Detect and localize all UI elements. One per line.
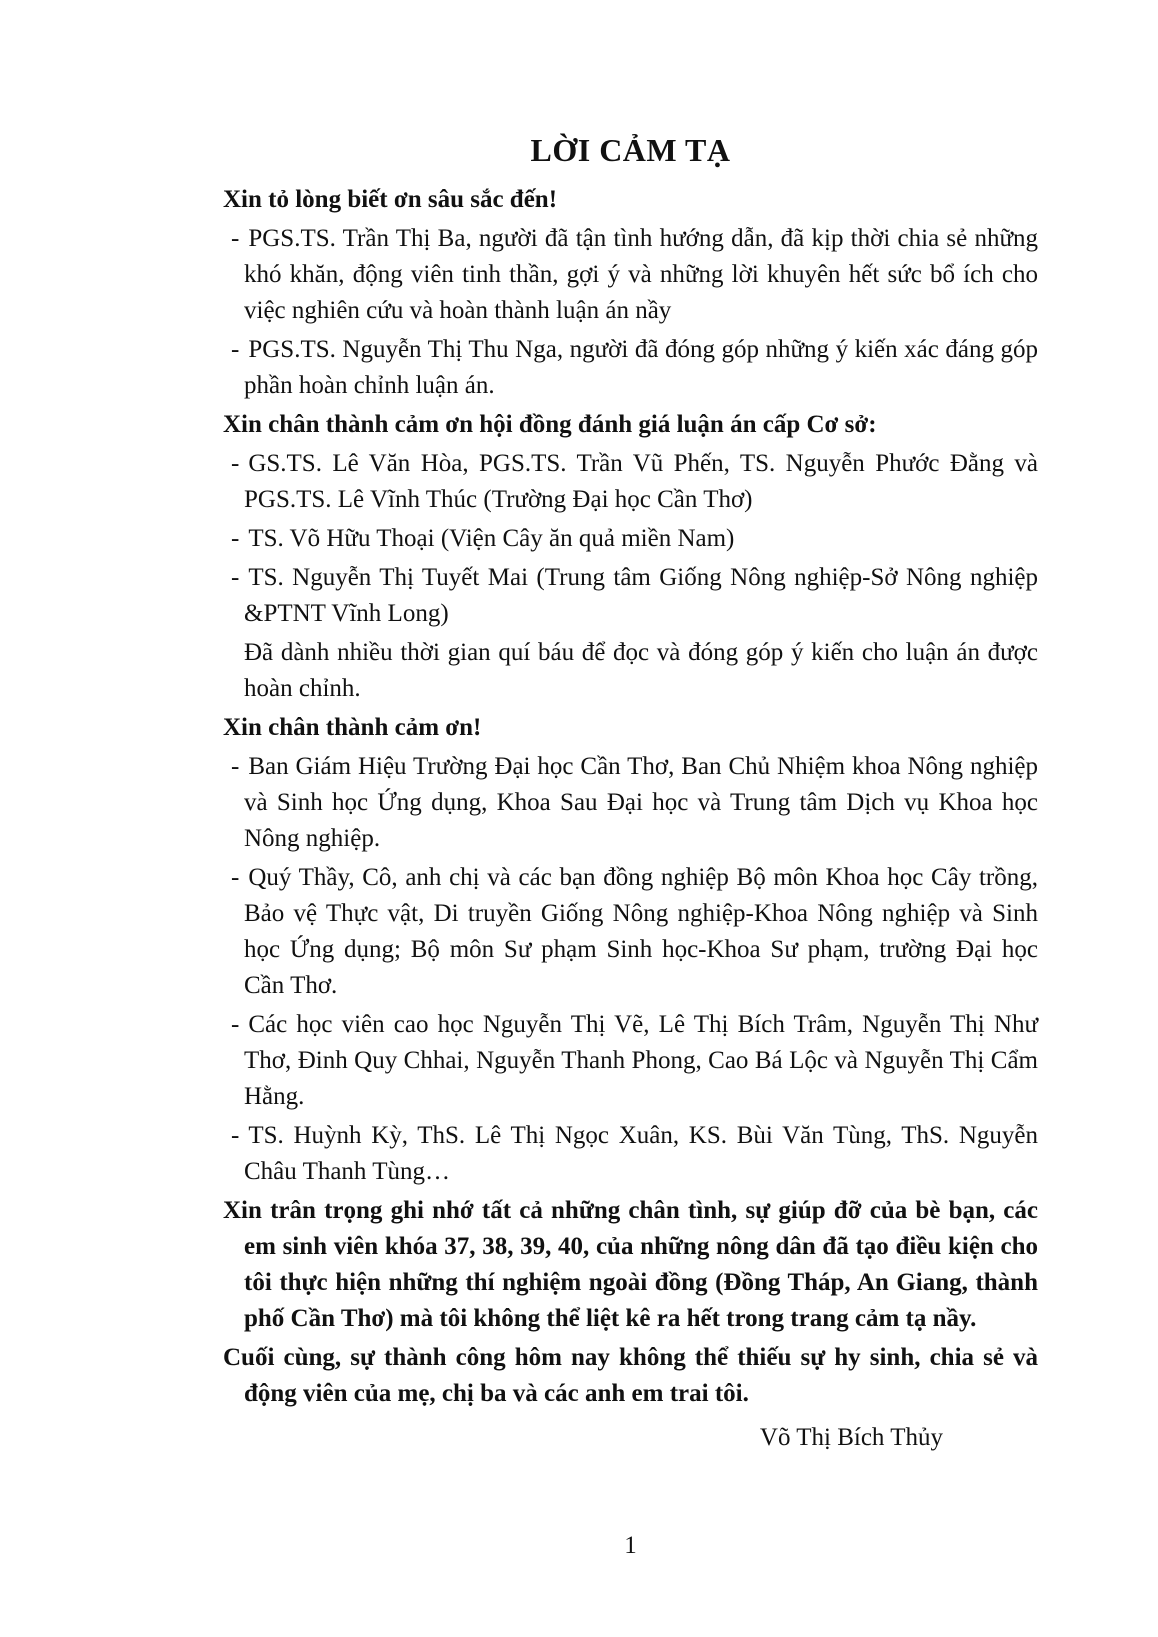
list-item-text: PGS.TS. Nguyễn Thị Thu Nga, người đã đóng góp những ý kiến xác đáng góp phần hoàn chỉnh luận án.	[244, 336, 1038, 399]
list-dash: -	[231, 450, 240, 477]
heading-committee-thanks: Xin chân thành cảm ơn hội đồng đánh giá luận án cấp Cơ sở:	[223, 411, 877, 438]
page-title: LỜI CẢM TẠ	[530, 132, 731, 168]
list-item	[223, 860, 1038, 1004]
list-item	[223, 1007, 1038, 1115]
page-number: 1	[624, 1532, 637, 1559]
list-item-text: Các học viên cao học Nguyễn Thị Vẽ, Lê Thị Bích Trâm, Nguyễn Thị Như Thơ, Đinh Quy Chhai, Nguyễn Thanh Phong, Cao Bá Lộc và Nguyễn Thị Cẩm Hằng.	[244, 1011, 1038, 1110]
list-item	[223, 332, 1038, 404]
list-item-text: Quý Thầy, Cô, anh chị và các bạn đồng nghiệp Bộ môn Khoa học Cây trồng, Bảo vệ Thực vật, Di truyền Giống Nông nghiệp-Khoa Nông nghiệp và Sinh học Ứng dụng; Bộ môn Sư phạm Sinh học-Khoa Sư phạm, trường Đại học Cần Thơ.	[244, 864, 1038, 999]
paragraph-committee-note: Đã dành nhiều thời gian quí báu để đọc và đóng góp ý kiến cho luận án được hoàn chỉnh.	[244, 639, 1038, 702]
list-item-text: TS. Huỳnh Kỳ, ThS. Lê Thị Ngọc Xuân, KS. Bùi Văn Tùng, ThS. Nguyễn Châu Thanh Tùng…	[244, 1122, 1038, 1185]
list-item	[223, 221, 1038, 329]
list-dash: -	[231, 564, 240, 591]
list-dash: -	[231, 753, 240, 780]
list-item	[223, 749, 1038, 857]
list-item-text: TS. Nguyễn Thị Tuyết Mai (Trung tâm Giống Nông nghiệp-Sở Nông nghiệp &PTNT Vĩnh Long)	[244, 564, 1038, 627]
list-dash: -	[231, 525, 240, 552]
author-signature: Võ Thị Bích Thủy	[759, 1424, 943, 1451]
list-dash: -	[231, 225, 240, 252]
list-dash: -	[231, 336, 240, 363]
list-dash: -	[231, 864, 240, 891]
paragraph-remembrance: Xin trân trọng ghi nhớ tất cả những chân tình, sự giúp đỡ của bè bạn, các em sinh viên khóa 37, 38, 39, 40, của những nông dân đã tạo điều kiện cho tôi thực hiện những thí nghiệm ngoài đồng (Đồng Tháp, An Giang, thành phố Cần Thơ) mà tôi không thể liệt kê ra hết trong trang cảm tạ nầy.	[223, 1197, 1038, 1332]
list-item	[223, 560, 1038, 632]
list-item-text: TS. Võ Hữu Thoại (Viện Cây ăn quả miền Nam)	[248, 525, 735, 552]
list-item-text: PGS.TS. Trần Thị Ba, người đã tận tình hướng dẫn, đã kịp thời chia sẻ những khó khăn, động viên tinh thần, gợi ý và những lời khuyên hết sức bổ ích cho việc nghiên cứu và hoàn thành luận án nầy	[244, 225, 1038, 324]
paragraph-family-thanks: Cuối cùng, sự thành công hôm nay không thể thiếu sự hy sinh, chia sẻ và động viên của mẹ, chị ba và các anh em trai tôi.	[223, 1344, 1038, 1407]
list-item	[223, 521, 1038, 557]
list-dash: -	[231, 1122, 240, 1149]
list-item-text: Ban Giám Hiệu Trường Đại học Cần Thơ, Ban Chủ Nhiệm khoa Nông nghiệp và Sinh học Ứng dụng, Khoa Sau Đại học và Trung tâm Dịch vụ Khoa học Nông nghiệp.	[244, 753, 1038, 852]
list-item	[223, 446, 1038, 518]
list-dash: -	[231, 1011, 240, 1038]
heading-gratitude-deep: Xin tỏ lòng biết ơn sâu sắc đến!	[223, 186, 558, 213]
list-item	[223, 1118, 1038, 1190]
heading-sincere-thanks: Xin chân thành cảm ơn!	[223, 714, 482, 741]
list-item-text: GS.TS. Lê Văn Hòa, PGS.TS. Trần Vũ Phến, TS. Nguyễn Phước Đằng và PGS.TS. Lê Vĩnh Thúc (Trường Đại học Cần Thơ)	[244, 450, 1038, 513]
